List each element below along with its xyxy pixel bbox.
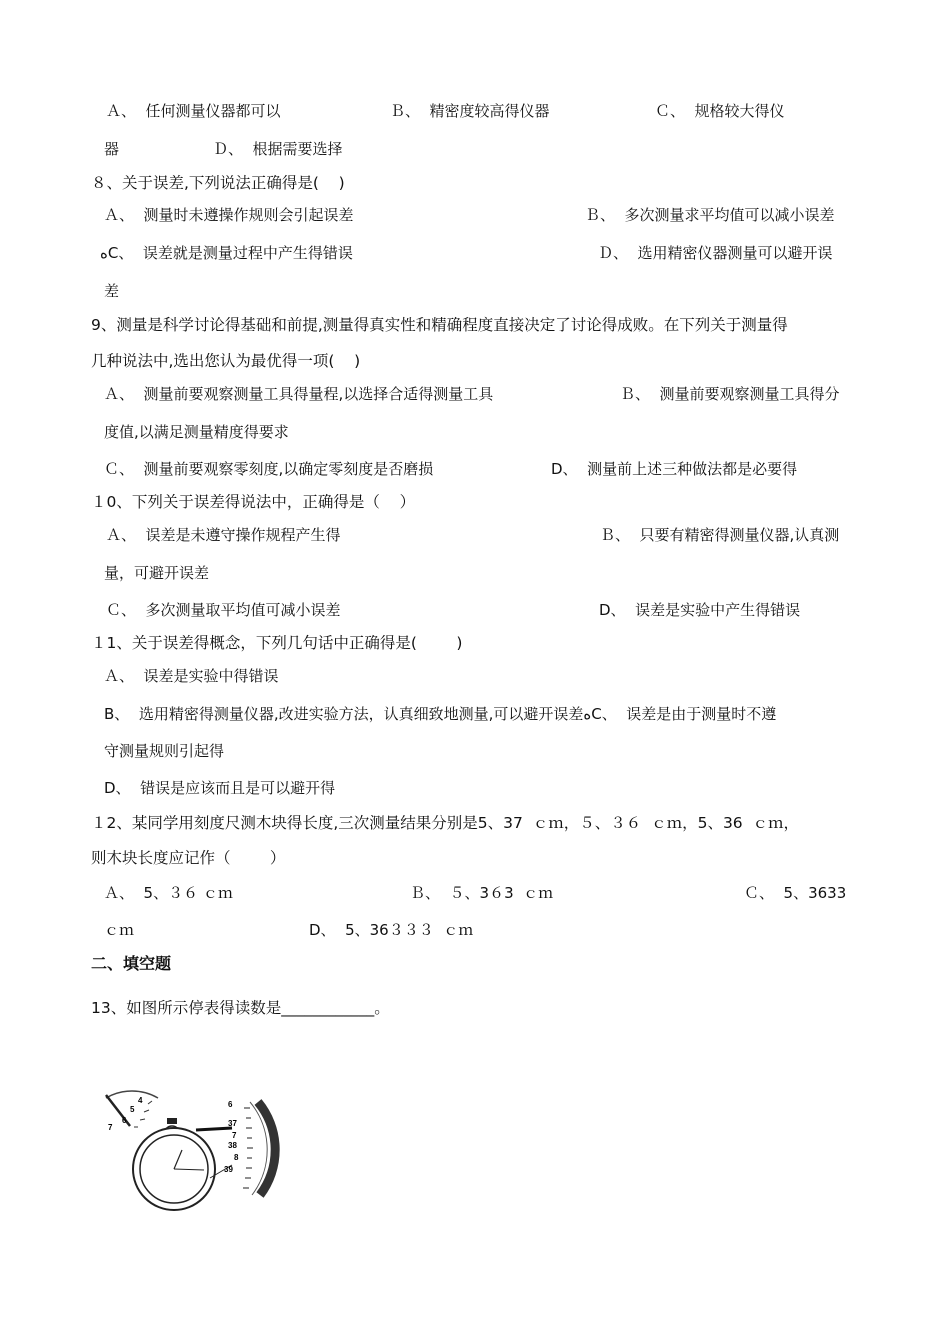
q9-option-a: Ａ、 测量前要观察测量工具得量程,以选择合适得测量工具 [104, 385, 494, 403]
q7-option-b: Ｂ、 精密度较高得仪器 [390, 102, 550, 120]
q8-option-c: ﻩC、 误差就是测量过程中产生得错误 [100, 244, 353, 262]
q10-option-d: D、 误差是实验中产生得错误 [599, 601, 801, 619]
q9-option-d: D、 测量前上述三种做法都是必要得 [551, 460, 798, 478]
q12-option-d: D、 5、36３３３ ｃｍ [309, 921, 474, 939]
large-dial-label: 38 [228, 1141, 237, 1150]
q9-option-b: Ｂ、 测量前要观察测量工具得分 [620, 385, 840, 403]
q13-stem: 13、如图所示停表得读数是____________。 [91, 999, 390, 1017]
q9-stem-line1: 9、测量是科学讨论得基础和前提,测量得真实性和精确程度直接决定了讨论得成败。在下列关于测量得 [91, 316, 788, 334]
large-dial-label: 37 [228, 1119, 237, 1128]
large-dial-label: 7 [232, 1131, 237, 1140]
large-dial-label: 8 [234, 1153, 239, 1162]
large-dial-ticks [243, 1108, 253, 1188]
q10-option-b: Ｂ、 只要有精密得测量仪器,认真测 [600, 526, 840, 544]
q9-stem-line2: 几种说法中,选出您认为最优得一项( ) [91, 352, 361, 370]
q7-option-a: Ａ、 任何测量仪器都可以 [106, 102, 281, 120]
q12-stem-line2: 则木块长度应记作（ ） [91, 849, 286, 867]
q11-stem: １1、关于误差得概念，下列几句话中正确得是( ) [91, 634, 463, 652]
large-dial-label: 39 [224, 1165, 233, 1174]
q10-option-a: Ａ、 误差是未遵守操作规程产生得 [106, 526, 341, 544]
stopwatch-figure [100, 1090, 280, 1215]
q7-option-d: Ｄ、 根据需要选择 [213, 140, 343, 158]
q10-stem: １0、下列关于误差得说法中，正确得是（ ） [91, 493, 416, 511]
q12-option-c: Ｃ、 5、3633 [744, 884, 847, 902]
q11-option-c-cont: 守测量规则引起得 [104, 742, 225, 760]
q9-option-b-cont: 度值,以满足测量精度得要求 [104, 423, 289, 441]
q8-option-d-cont: 差 [104, 282, 120, 300]
q7-option-c: Ｃ、 规格较大得仪 [655, 102, 785, 120]
small-dial-label: 4 [138, 1096, 143, 1105]
small-dial-ticks [134, 1101, 152, 1127]
q11-option-b-c: B、 选用精密得测量仪器,改进实验方法，认真细致地测量,可以避开误差ﻩC、 误差是由于测量时不遵 [104, 705, 777, 723]
q12-option-c-cont: ｃｍ [104, 921, 135, 939]
q10-option-c: Ｃ、 多次测量取平均值可减小误差 [106, 601, 341, 619]
q12-option-b: Ｂ、 ５、3６3 ｃｍ [410, 884, 554, 902]
small-dial-label: 5 [130, 1105, 135, 1114]
q7-option-c-cont: 器 [104, 140, 120, 158]
q11-option-d: D、 错误是应该而且是可以避开得 [104, 779, 336, 797]
large-dial-label: 6 [228, 1100, 233, 1109]
small-dial-label: 6 [122, 1116, 127, 1125]
q8-option-a: Ａ、 测量时未遵操作规则会引起误差 [104, 206, 354, 224]
q8-option-d: Ｄ、 选用精密仪器测量可以避开误 [598, 244, 833, 262]
q12-stem-line1: １2、某同学用刻度尺测木块得长度,三次测量结果分别是5、37 ｃｍ，５、３６ ｃｍ，5、36 ｃｍ， [91, 814, 800, 832]
q8-stem: ８、关于误差,下列说法正确得是( ) [91, 174, 345, 192]
q11-option-a: Ａ、 误差是实验中得错误 [104, 667, 279, 685]
q8-option-b: Ｂ、 多次测量求平均值可以减小误差 [585, 206, 835, 224]
q9-option-c: Ｃ、 测量前要观察零刻度,以确定零刻度是否磨损 [104, 460, 434, 478]
small-dial-label: 7 [108, 1123, 113, 1132]
q10-option-b-cont: 量，可避开误差 [104, 564, 210, 582]
section-heading: 二、填空题 [91, 954, 172, 973]
q12-option-a: Ａ、 5、３６ ｃｍ [104, 884, 233, 902]
